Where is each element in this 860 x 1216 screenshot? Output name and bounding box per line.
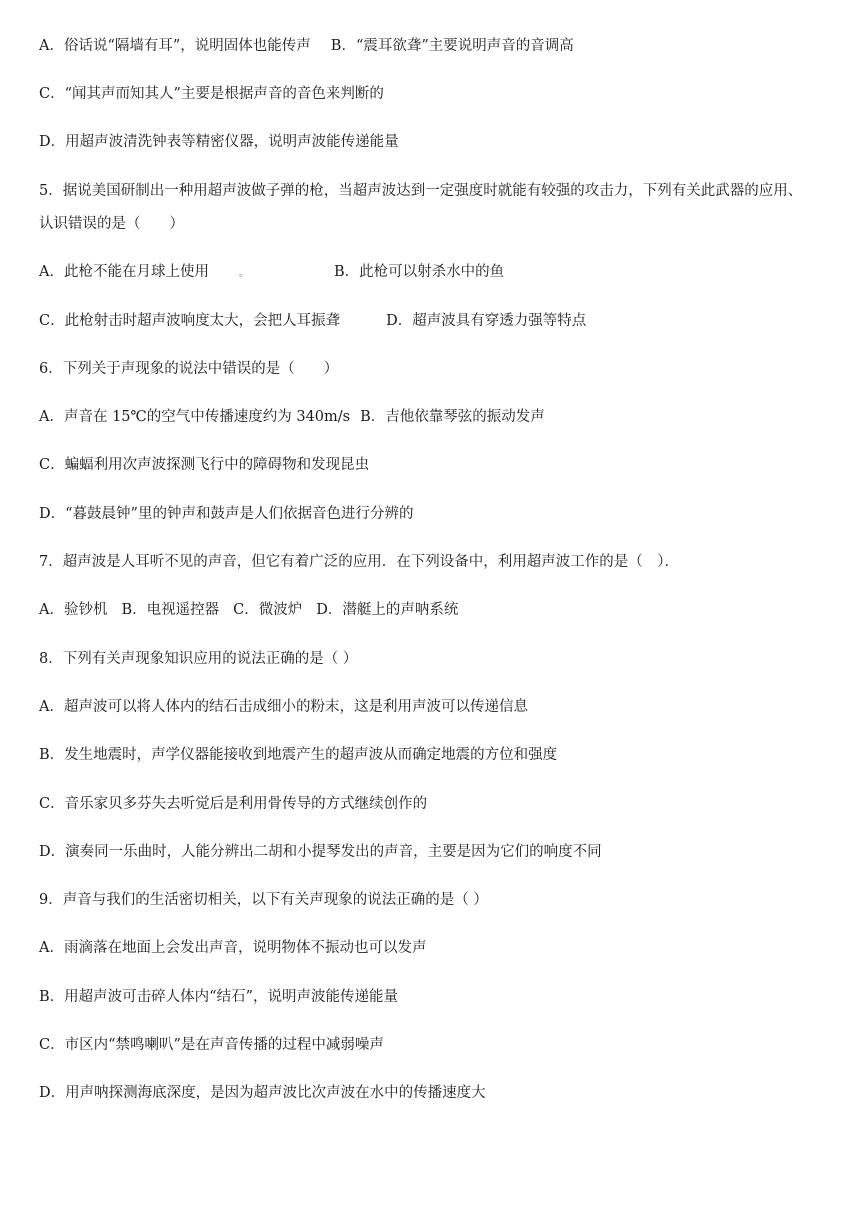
option-text: B．“震耳欲聋”主要说明声音的音调高 [330,38,574,54]
option-text: A．超声波可以将人体内的结石击成细小的粉末，这是利用声波可以传递信息 [39,699,528,715]
option-text: C．音乐家贝多芬失去听觉后是利用骨传导的方式继续创作的 [39,796,428,812]
option-text: A．声音在 15℃的空气中传播速度约为 340m/s [39,409,351,425]
option-line [39,84,839,104]
question-line [39,552,839,572]
option-text: B．吉他依靠琴弦的振动发声 [360,409,545,425]
stray-mark: 。 [238,268,249,279]
question-text: 9．声音与我们的生活密切相关，以下有关声现象的说法正确的是（ ） [39,892,488,908]
option-line [39,987,839,1007]
option-line [39,407,839,427]
option-text: D．用超声波清洗钟表等精密仪器，说明声波能传递能量 [39,134,399,150]
option-text: A．验钞机 [39,602,108,618]
option-line [39,455,839,475]
option-text: C．“闻其声而知其人”主要是根据声音的音色来判断的 [39,86,384,102]
option-text: A．雨滴落在地面上会发出声音，说明物体不振动也可以发声 [39,940,427,956]
option-text: D．演奏同一乐曲时，人能分辨出二胡和小提琴发出的声音，主要是因为它们的响度不同 [39,844,602,860]
option-line [39,842,839,862]
option-line [39,36,839,56]
option-text: D．潜艇上的声呐系统 [316,602,459,618]
question-text: 5．据说美国研制出一种用超声波做子弹的枪，当超声波达到一定强度时就能有较强的攻击力，下列有关此武器的应用、 [39,183,803,199]
question-line [39,649,839,669]
option-line [39,600,839,620]
option-line [39,745,839,765]
option-line [39,132,839,152]
question-line [39,214,839,234]
option-text: C．此枪射击时超声波响度太大，会把人耳振聋 [39,313,341,329]
option-line [39,794,839,814]
option-line [39,1083,839,1103]
option-line [39,311,839,331]
option-text: B．电视遥控器 [121,602,220,618]
question-line [39,890,839,910]
question-line [39,359,839,379]
option-text: C．微波炉 [233,602,303,618]
option-line [39,262,839,284]
question-line [39,181,839,201]
option-line [39,697,839,717]
option-text: A．俗话说“隔墙有耳”，说明固体也能传声 [39,38,311,54]
option-text: B．用超声波可击碎人体内“结石”，说明声波能传递能量 [39,989,398,1005]
option-text: C．市区内“禁鸣喇叭”是在声音传播的过程中减弱噪声 [39,1037,384,1053]
option-text: B．此枪可以射杀水中的鱼 [333,264,505,280]
option-text: D．用声呐探测海底深度，是因为超声波比次声波在水中的传播速度大 [39,1085,486,1101]
question-text: 7．超声波是人耳听不见的声音，但它有着广泛的应用．在下列设备中，利用超声波工作的是（ ）． [39,554,679,570]
option-line [39,504,839,524]
option-line [39,1035,839,1055]
option-text: A．此枪不能在月球上使用 [39,264,209,280]
option-text: C．蝙蝠利用次声波探测飞行中的障碍物和发现昆虫 [39,457,370,473]
question-text: 6．下列关于声现象的说法中错误的是（ ） [39,361,339,377]
option-text: B．发生地震时，声学仪器能接收到地震产生的超声波从而确定地震的方位和强度 [39,747,558,763]
option-text: D．超声波具有穿透力强等特点 [386,313,587,329]
option-line [39,938,839,958]
question-text: 认识错误的是（ ） [39,216,184,232]
question-text: 8．下列有关声现象知识应用的说法正确的是（ ） [39,651,358,667]
option-text: D．“暮鼓晨钟”里的钟声和鼓声是人们依据音色进行分辨的 [39,506,414,522]
